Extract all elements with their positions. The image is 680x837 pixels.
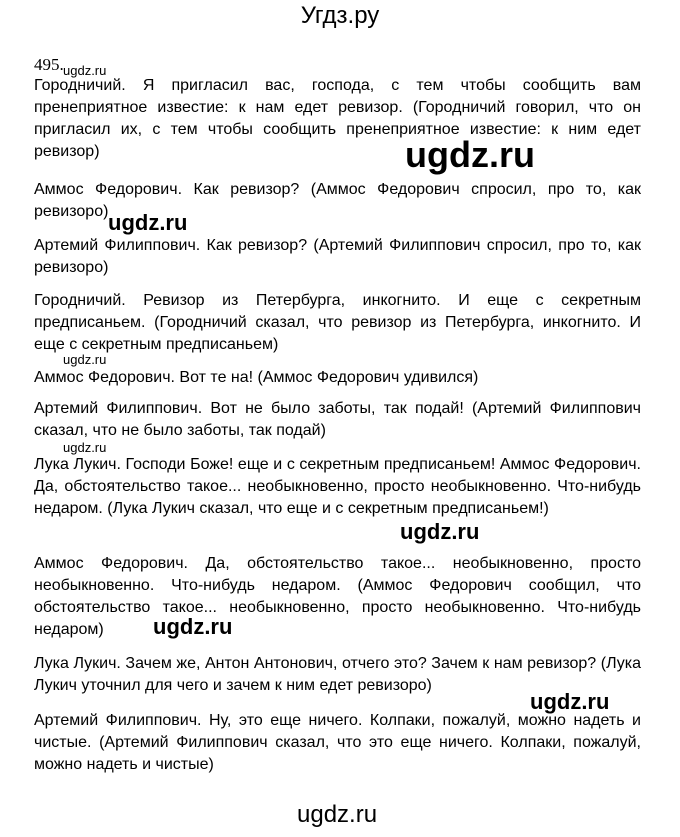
- paragraph-7: Лука Лукич. Господи Боже! еще и с секретным предписаньем! Аммос Федорович. Да, обстоятельство такое... необыкновенно, просто необыкновенно. Что-нибудь недаром. (Лука Лукич сказал, что еще и с секретным предписаньем!): [34, 456, 641, 517]
- watermark-mid-4: ugdz.ru: [530, 689, 610, 714]
- paragraph-5: Аммос Федорович. Вот те на! (Аммос Федорович удивился): [34, 369, 479, 386]
- exercise-number: 495.: [34, 55, 64, 74]
- watermark-small-3: ugdz.ru: [63, 440, 107, 455]
- watermark-big-1: ugdz.ru: [405, 134, 535, 175]
- paragraph-3: Артемий Филиппович. Как ревизор? (Артемий Филиппович спросил, про то, как ревизоро): [34, 237, 641, 276]
- watermark-bottom: ugdz.ru: [297, 801, 378, 828]
- paragraph-2: Аммос Федорович. Как ревизор? (Аммос Федорович спросил, про то, как ревизоро): [34, 181, 641, 220]
- watermark-mid-1: ugdz.ru: [108, 210, 188, 235]
- watermark-mid-3: ugdz.ru: [153, 614, 233, 639]
- paragraph-10: Артемий Филиппович. Ну, это еще ничего. Колпаки, пожалуй, можно надеть и чистые. (Артемий Филиппович сказал, что это еще ничего. Колпаки, пожалуй, можно надеть и чистые): [34, 712, 641, 773]
- paragraph-4: Городничий. Ревизор из Петербурга, инкогнито. И еще с секретным предписаньем. (Городничий сказал, что ревизор из Петербурга, инкогнито. И еще с секретным предписаньем): [34, 292, 641, 353]
- paragraph-6: Артемий Филиппович. Вот не было заботы, так подай! (Артемий Филиппович сказал, что не было заботы, так подай): [34, 400, 641, 439]
- watermark-small-1: ugdz.ru: [63, 63, 107, 78]
- paragraph-1: Городничий. Я пригласил вас, господа, с тем чтобы сообщить вам пренеприятное известие: к нам едет ревизор. (Городничий говорил, что он пригласил их, с тем чтобы сообщить пренеприятное известие: к ним едет ревизор): [34, 77, 641, 160]
- watermark-mid-2: ugdz.ru: [400, 519, 480, 544]
- watermark-small-2: ugdz.ru: [63, 352, 107, 367]
- site-title: Угдз.ру: [300, 2, 380, 29]
- paragraph-9: Лука Лукич. Зачем же, Антон Антонович, отчего это? Зачем к нам ревизор? (Лука Лукич уточнил для чего и зачем к ним едет ревизоро): [34, 655, 641, 694]
- paragraph-8: Аммос Федорович. Да, обстоятельство такое... необыкновенно, просто необыкновенно. Что-нибудь недаром. (Аммос Федорович сообщил, что обстоятельство такое... необыкновенно, просто необыкновенно. Что-нибудь недаром): [34, 555, 641, 638]
